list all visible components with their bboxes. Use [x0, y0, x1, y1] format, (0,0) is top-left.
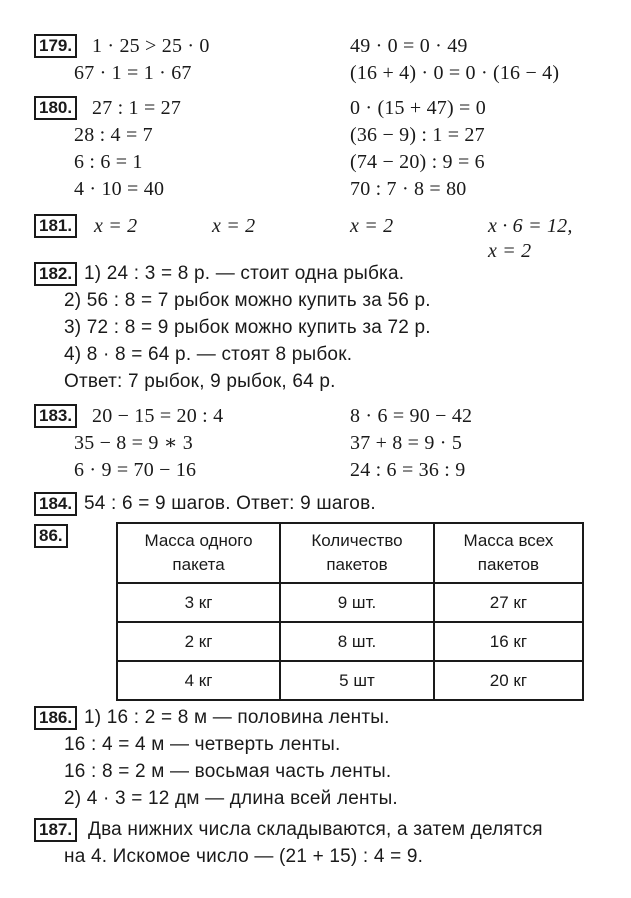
p183-line3-right: 24 : 6 = 36 : 9	[350, 459, 466, 481]
table-cell: 2 кг	[117, 622, 280, 661]
p181-answer-c: x = 2	[350, 215, 394, 237]
p180-line4-left: 4 · 10 = 40	[74, 178, 165, 200]
problem-number-182: 182.	[34, 262, 77, 286]
p186-line2: 16 : 4 = 4 м — четверть ленты.	[64, 734, 341, 755]
table-cell: 8 шт.	[280, 622, 434, 661]
p179-line1-left: 1 · 25 > 25 · 0	[92, 35, 210, 57]
p182-line2: 2) 56 : 8 = 7 рыбок можно купить за 56 р.	[64, 290, 431, 311]
p186-line3: 16 : 8 = 2 м — восьмая часть ленты.	[64, 761, 392, 782]
p182-line3: 3) 72 : 8 = 9 рыбок можно купить за 72 р.	[64, 317, 431, 338]
table-header-cell: Количество пакетов	[280, 523, 434, 583]
mass-table	[116, 522, 584, 701]
p183-line1-right: 8 · 6 = 90 − 42	[350, 405, 473, 427]
problem-number-181: 181.	[34, 214, 77, 238]
p180-line2-left: 28 : 4 = 7	[74, 124, 153, 146]
p180-line3-right: (74 − 20) : 9 = 6	[350, 151, 485, 173]
p180-line1-left: 27 : 1 = 27	[92, 97, 182, 119]
problem-number-185: 86.	[34, 524, 68, 548]
problem-number-187: 187.	[34, 818, 77, 842]
p181-answer-d-line1: x · 6 = 12,	[488, 215, 573, 237]
p179-line2-left: 67 · 1 = 1 · 67	[74, 62, 192, 84]
problem-number-184: 184.	[34, 492, 77, 516]
table-row	[117, 661, 583, 700]
table-cell: 5 шт	[280, 661, 434, 700]
p181-answer-b: x = 2	[212, 215, 256, 237]
p180-line4-right: 70 : 7 · 8 = 80	[350, 178, 467, 200]
table-cell: 20 кг	[434, 661, 583, 700]
table-row	[117, 583, 583, 622]
p183-line1-left: 20 − 15 = 20 : 4	[92, 405, 224, 427]
table-cell: 3 кг	[117, 583, 280, 622]
table-header-cell: Масса одного пакета	[117, 523, 280, 583]
problem-number-180: 180.	[34, 96, 77, 120]
p182-answer: Ответ: 7 рыбок, 9 рыбок, 64 р.	[64, 371, 336, 392]
problem-number-179: 179.	[34, 34, 77, 58]
p179-line1-right: 49 · 0 = 0 · 49	[350, 35, 468, 57]
table-cell: 16 кг	[434, 622, 583, 661]
p181-answer-d-line2: x = 2	[488, 240, 532, 262]
table-cell: 9 шт.	[280, 583, 434, 622]
p183-line3-left: 6 · 9 = 70 − 16	[74, 459, 197, 481]
p180-line3-left: 6 : 6 = 1	[74, 151, 143, 173]
p186-line4: 2) 4 · 3 = 12 дм — длина всей ленты.	[64, 788, 398, 809]
p180-line2-right: (36 − 9) : 1 = 27	[350, 124, 485, 146]
p179-line2-right: (16 + 4) · 0 = 0 · (16 − 4)	[350, 62, 560, 84]
table-row	[117, 622, 583, 661]
p187-line2: на 4. Искомое число — (21 + 15) : 4 = 9.	[64, 846, 424, 867]
table-cell: 27 кг	[434, 583, 583, 622]
p186-line1: 1) 16 : 2 = 8 м — половина ленты.	[84, 707, 390, 728]
table-cell: 4 кг	[117, 661, 280, 700]
p181-answer-a: x = 2	[94, 215, 138, 237]
p182-line1: 1) 24 : 3 = 8 р. — стоит одна рыбка.	[84, 263, 405, 284]
table-header-row	[117, 523, 583, 583]
p187-line1: Два нижних числа складываются, а затем делятся	[88, 819, 543, 840]
p183-line2-right: 37 + 8 = 9 · 5	[350, 432, 463, 454]
p182-line4: 4) 8 · 8 = 64 р. — стоят 8 рыбок.	[64, 344, 353, 365]
problem-number-183: 183.	[34, 404, 77, 428]
table-header-cell: Масса всех пакетов	[434, 523, 583, 583]
p180-line1-right: 0 · (15 + 47) = 0	[350, 97, 486, 119]
p184-text: 54 : 6 = 9 шагов. Ответ: 9 шагов.	[84, 493, 376, 514]
p183-line2-left: 35 − 8 = 9 ∗ 3	[74, 432, 193, 454]
problem-number-186: 186.	[34, 706, 77, 730]
